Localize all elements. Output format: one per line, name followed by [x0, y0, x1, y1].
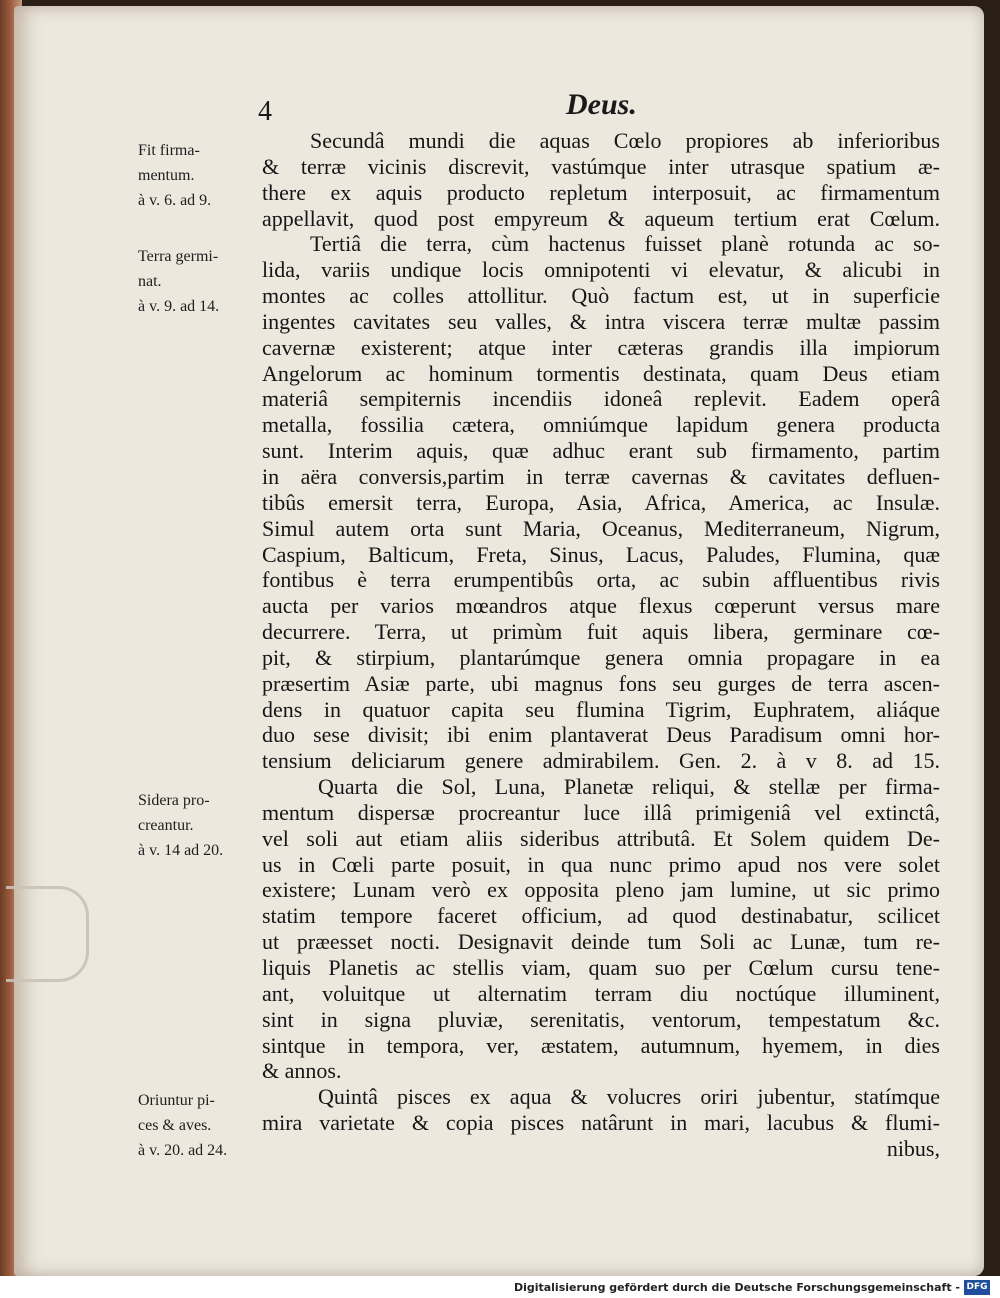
text-line: vel soli aut etiam aliis sideribus attributâ. Et Solem quidem De- — [262, 825, 940, 851]
running-head: Deus. — [566, 88, 637, 121]
text-line: sintque in tempora, ver, æstatem, autumnum, hyemem, in dies — [262, 1032, 940, 1058]
text-line: metalla, fossilia cætera, omniúmque lapidum genera producta — [262, 412, 940, 438]
text-line: there ex aquis producto repletum interposuit, ac firmamentum — [262, 179, 940, 205]
dfg-logo-icon: DFG — [964, 1280, 990, 1295]
text-line: existere; Lunam verò ex opposita pleno jam lumine, ut sic primo — [262, 877, 940, 903]
text-line: & annos. — [262, 1058, 342, 1084]
margin-note-line: Terra germi- — [138, 248, 219, 265]
text-line: us in Cœli parte posuit, in qua nunc primo apud nos vere solet — [262, 851, 940, 877]
page-number: 4 — [258, 96, 272, 127]
margin-note-line: nat. — [138, 273, 162, 290]
margin-note-line: ces & aves. — [138, 1117, 212, 1134]
text-line: liquis Planetis ac stellis viam, quam suo per Cœlum cursu tene- — [262, 955, 940, 980]
text-line: cavernæ existerent; atque inter cæteras grandis illa impiorum — [262, 334, 940, 360]
text-line: decurrere. Terra, ut primùm fuit aquis libera, germinare cœ- — [262, 619, 940, 645]
margin-note-sidera — [138, 788, 263, 863]
text-line: aucta per varios mœandros atque flexus cœperunt versus mare — [262, 593, 940, 619]
text-line: Quintâ pisces ex aqua & volucres oriri jubentur, statímque — [318, 1084, 940, 1110]
text-line: appellavit, quod post empyreum & aqueum tertium erat Cœlum. — [262, 205, 940, 231]
margin-note-line: Sidera pro- — [138, 792, 210, 809]
margin-note-line: creantur. — [138, 817, 194, 834]
margin-note-line: à v. 9. ad 14. — [138, 298, 220, 315]
text-line: ut præesset nocti. Designavit deinde tum Soli ac Lunæ, tum re- — [262, 929, 940, 955]
text-line: mentum dispersæ procreantur luce illâ primigeniâ vel extinctâ, — [262, 799, 940, 825]
text-line: dens in quatuor capita seu flumina Tigrim, Euphratem, aliáque — [262, 696, 940, 722]
text-line: duo sese divisit; ibi enim plantaverat Deus Paradisum omni hor- — [262, 722, 940, 748]
funding-credit: Digitalisierung gefördert durch die Deutsche Forschungsgemeinschaft - — [513, 1281, 960, 1294]
text-line: Tertiâ die terra, cùm hactenus fuisset planè rotunda ac so- — [310, 231, 940, 257]
text-line: mira varietate & copia pisces natârunt in mari, lacubus & flumi- — [262, 1110, 940, 1136]
text-line: ingentes cavitates seu valles, & intra viscera terræ multæ passim — [262, 308, 940, 334]
text-line: montes ac colles attollitur. Quò factum est, ut in superficie — [262, 283, 940, 309]
text-line: in aëra conversis,partim in terræ cavernas & cavitates defluen- — [262, 463, 940, 489]
text-line: fontibus è terra erumpentibûs orta, ac subin affluentibus rivis — [262, 567, 940, 593]
text-line: nibus, — [886, 1135, 940, 1161]
margin-note-line: à v. 20. ad 24. — [138, 1142, 228, 1159]
text-line: Quarta die Sol, Luna, Planetæ reliqui, & stellæ per firma- — [318, 774, 940, 800]
margin-note-line: Oriuntur pi- — [138, 1092, 215, 1109]
text-line: tensium deliciarum genere admirabilem. Gen. 2. à v 8. ad 15. — [262, 748, 940, 774]
footer-bar — [0, 1276, 1000, 1298]
text-line: materiâ sempiternis incendiis idoneâ replevit. Eadem operâ — [262, 386, 940, 412]
text-line: Angelorum ac hominum tormentis destinata, quam Deus etiam — [262, 360, 940, 386]
text-line: Simul autem orta sunt Maria, Oceanus, Mediterraneum, Nigrum, — [262, 515, 940, 541]
margin-note-terra — [138, 244, 263, 319]
margin-note-pisces — [138, 1088, 263, 1163]
text-line: sint in signa pluviæ, serenitatis, ventorum, tempestatum &c. — [262, 1006, 940, 1032]
margin-note-line: mentum. — [138, 167, 195, 184]
text-line: & terræ vicinis discrevit, vastúmque inter utrasque spatium æ- — [262, 153, 940, 179]
margin-note-line: Fit firma- — [138, 142, 200, 159]
text-line: Caspium, Balticum, Freta, Sinus, Lacus, Paludes, Flumina, quæ — [262, 541, 940, 567]
text-line: lida, variis undique locis omnipotenti vi elevatur, & alicubi in — [262, 257, 940, 283]
text-line: pit, & stirpium, plantarúmque genera omnia propagare in ea — [262, 644, 940, 670]
clip-impression — [6, 886, 89, 982]
text-line: Secundâ mundi die aquas Cœlo propiores ab inferioribus — [310, 128, 940, 153]
text-line: statim tempore faceret officium, ad quod destinabatur, scilicet — [262, 903, 940, 929]
margin-note-line: à v. 14 ad 20. — [138, 842, 224, 859]
body-text — [262, 128, 940, 1162]
text-line: sunt. Interim aquis, quæ adhuc erant sub firmamento, partim — [262, 438, 940, 464]
text-line: præsertim Asiæ parte, ubi magnus fons seu gurges de terra ascen- — [262, 670, 940, 696]
text-line: ant, voluitque ut alternatim terram diu noctúque illuminent, — [262, 980, 940, 1006]
text-line: tibûs emersit terra, Europa, Asia, Africa, America, ac Insulæ. — [262, 489, 940, 515]
margin-note-firmament — [138, 138, 263, 213]
margin-note-line: à v. 6. ad 9. — [138, 192, 212, 209]
